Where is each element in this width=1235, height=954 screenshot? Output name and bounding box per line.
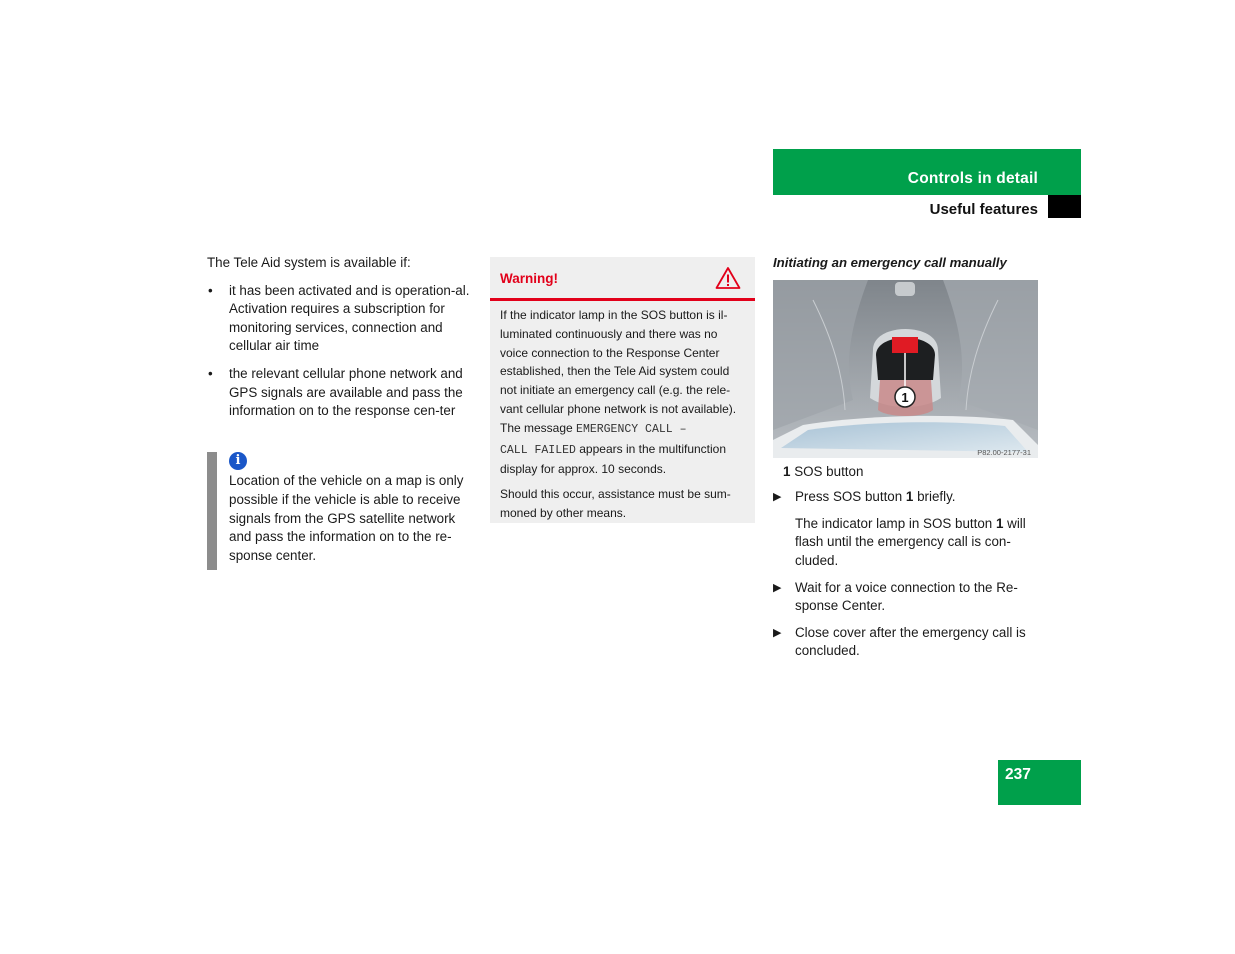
step-text: Wait for a voice connection to the Re-sponse Center. [795,579,1018,614]
step-text: Close cover after the emergency call is concluded. [795,624,1026,659]
photo-caption [773,463,1038,482]
display-message: CALL FAILED [500,443,576,457]
display-message: EMERGENCY CALL – [576,422,687,436]
photo-callout: 1 [901,389,909,405]
procedure-step [773,579,1038,616]
caption-text: SOS button [794,463,864,479]
warning-box [490,257,755,523]
section-header [773,149,1081,195]
note-text: will flash until the emergency call is con-cluded. [795,515,1026,568]
procedure-step [773,488,1038,507]
step-note [773,515,1038,571]
info-icon: i [229,452,247,470]
page-number: 237 [998,760,1081,805]
procedure-step [773,624,1038,661]
right-column [773,254,1038,669]
note-number: 1 [995,515,1004,531]
image-code: P82.00-2177-31 [977,447,1031,457]
left-column [207,254,473,430]
note-text: The indicator lamp in SOS button [795,515,996,531]
sos-button-photo [773,280,1038,458]
subsection-marker [1048,195,1081,218]
intro-text: The Tele Aid system is available if: [207,255,411,270]
step-arrow-icon: ▶ [773,491,782,504]
caption-number: 1 [783,463,791,479]
step-arrow-icon: ▶ [773,581,782,594]
step-number: 1 [905,489,914,505]
list-item: • it has been activated and is operation-al. Activation requires a subscription for monitoring services, connection and cellular air time [207,282,473,356]
info-note [207,452,473,570]
subsection-title: Useful features [929,201,1038,218]
availability-list [207,282,473,421]
warning-text: appears in the multifunction display for approx. 10 seconds. [500,441,727,477]
step-text: briefly. [913,489,956,505]
info-text: Location of the vehicle on a map is only possible if the vehicle is able to receive signals from the GPS satellite network and pass the information on to the re-sponse center. [229,473,464,564]
step-text: Press SOS button [795,489,906,505]
warning-body [500,306,748,523]
warning-paragraph [500,306,748,479]
warning-header [490,257,755,301]
warning-triangle-icon [715,266,741,290]
step-arrow-icon: ▶ [773,626,782,639]
list-item: • the relevant cellular phone network and GPS signals are available and pass the information on to the response cen-ter [207,365,473,421]
warning-paragraph: Should this occur, assistance must be sum-moned by other means. [500,487,731,520]
warning-text: If the indicator lamp in the SOS button is il-luminated continuously and there was no voice connection to the Response Center established, then the Tele Aid system could not initiate an emergency call (e.g. the rele-vant cellular phone network is not available). The message [500,308,737,435]
warning-label: Warning! [500,271,558,286]
procedure-heading: Initiating an emergency call manually [773,255,1007,270]
overhead-console-illustration [773,280,1038,458]
section-title: Controls in detail [907,170,1038,187]
info-bar [207,452,217,570]
